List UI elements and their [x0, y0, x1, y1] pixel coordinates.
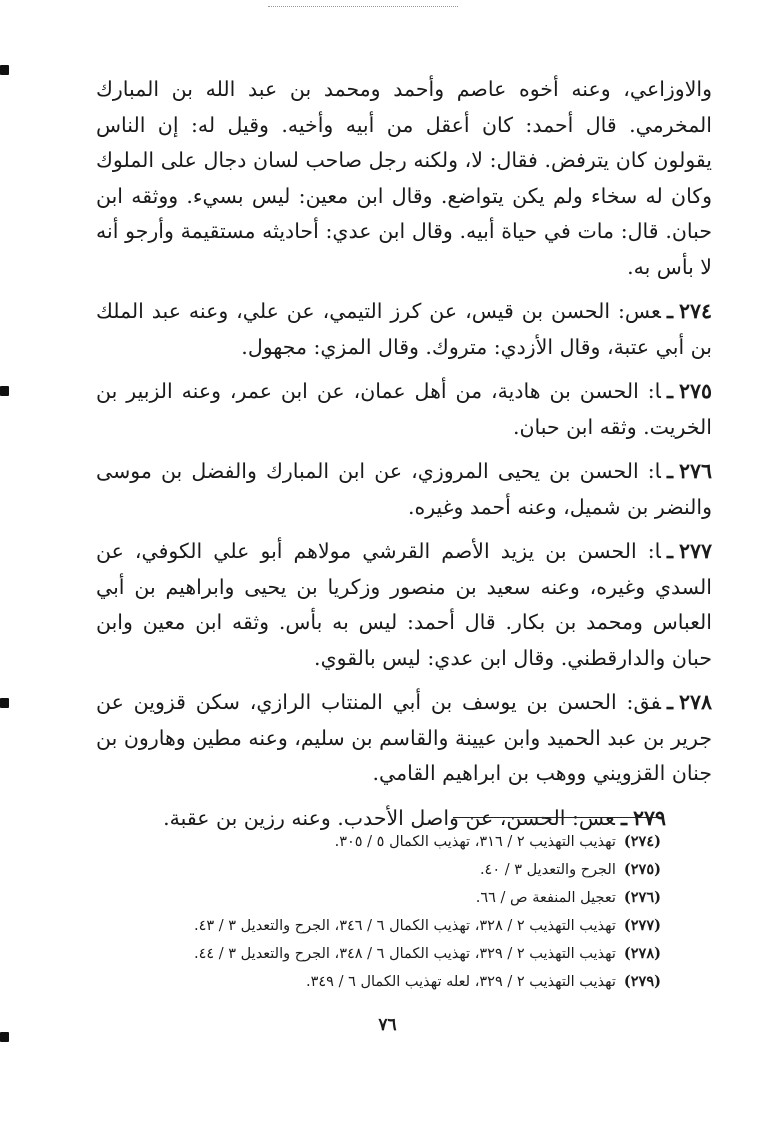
footnote-number: (٢٧٤)	[623, 833, 661, 850]
entry-dash: ـ	[666, 459, 673, 483]
entry-text: فق: الحسن بن يوسف بن أبي المنتاب الرازي، سكن قزوين عن جرير بن عبد الحميد وابن عيينة والقاسم بن سليم، وعنه مطين وهارون بن جنان القزويني ووهب بن ابراهيم القامي.	[96, 690, 712, 785]
entry-number: ٢٧٧	[678, 539, 712, 563]
margin-mark	[0, 65, 9, 75]
entry-275	[96, 374, 712, 445]
footnote-text: تهذيب التهذيب ٢ / ٣٢٩، لعله تهذيب الكمال ٦ / ٣٤٩.	[305, 974, 616, 990]
entry-text: عس: الحسن بن قيس، عن كرز التيمي، عن علي، وعنه عبد الملك بن أبي عتبة، وقال الأزدي: متروك. وقال المزي: مجهول.	[96, 299, 712, 359]
entry-dash: ـ	[666, 379, 673, 403]
footnote-number: (٢٧٦)	[623, 889, 661, 906]
entry-text: ا: الحسن بن هادية، من أهل عمان، عن ابن عمر، وعنه الزبير بن الخريت. وثقه ابن حبان.	[96, 379, 712, 439]
entry-number: ٢٧٤	[678, 299, 712, 323]
footnote	[96, 856, 661, 884]
footnote-number: (٢٧٧)	[623, 917, 661, 934]
footnote-number: (٢٧٨)	[623, 945, 661, 962]
page-body	[96, 72, 712, 845]
entry-dash: ـ	[666, 299, 673, 323]
entry-number: ٢٧٦	[678, 459, 712, 483]
entry-277	[96, 534, 712, 676]
opening-paragraph: والاوزاعي، وعنه أخوه عاصم وأحمد ومحمد بن عبد الله بن المبارك المخرمي. قال أحمد: كان أعقل من أبيه وأخيه. وقيل له: إن الناس يقولون كان يترفض. فقال: لا، ولكنه رجل صاحب لسان دجال على الملوك وكان له سخاء ولم يكن يتواضع. وقال ابن معين: ليس بسيء. ووثقه ابن حبان. قال: مات في حياة أبيه. وقال ابن عدي: أحاديثه مستقيمة وأرجو أنه لا بأس به.	[96, 77, 712, 279]
footnote-separator	[453, 817, 659, 818]
footnote	[96, 912, 661, 940]
footnote-text: تهذيب التهذيب ٢ / ٣٢٩، تهذيب الكمال ٦ / ٣٤٨، الجرح والتعديل ٣ / ٤٤.	[193, 946, 616, 962]
top-scan-rule	[268, 6, 458, 7]
entry-dash: ـ	[666, 539, 673, 563]
entry-text: عس: الحسن، عن واصل الأحدب. وعنه رزين بن عقبة.	[163, 805, 615, 830]
margin-mark	[0, 386, 9, 396]
entry-number: ٢٧٥	[678, 379, 712, 403]
footnote	[96, 968, 661, 996]
entry-text: ا: الحسن بن يزيد الأصم القرشي مولاهم أبو علي الكوفي، عن السدي وغيره، وعنه سعيد بن منصور وزكريا بن يحيى وابراهيم بن أبي العباس ومحمد بن بكار. قال أحمد: ليس به بأس. وثقه ابن معين وابن حبان والدارقطني. وقال ابن عدي: ليس بالقوي.	[96, 539, 712, 670]
footnote-text: تهذيب التهذيب ٢ / ٣١٦، تهذيب الكمال ٥ / ٣٠٥.	[334, 834, 616, 850]
entry-text: ا: الحسن بن يحيى المروزي، عن ابن المبارك والفضل بن موسى والنضر بن شميل، وعنه أحمد وغيره.	[96, 459, 712, 519]
footnote	[96, 884, 661, 912]
footnote	[96, 940, 661, 968]
footnote-text: الجرح والتعديل ٣ / ٤٠.	[479, 862, 616, 878]
page-number: ٧٦	[378, 1015, 397, 1035]
footnote	[96, 828, 661, 856]
footnote-number: (٢٧٩)	[623, 973, 661, 990]
entry-274	[96, 294, 712, 365]
entry-number: ٢٧٨	[678, 690, 712, 714]
entry-dash: ـ	[620, 805, 627, 830]
footnote-number: (٢٧٥)	[623, 861, 661, 878]
margin-mark	[0, 698, 9, 708]
entry-number: ٢٧٩	[632, 805, 666, 830]
footnote-text: تعجيل المنفعة ص / ٦٦.	[475, 890, 616, 906]
entry-278	[96, 685, 712, 792]
footnotes	[96, 828, 661, 996]
entry-dash: ـ	[666, 690, 673, 714]
footnote-text: تهذيب التهذيب ٢ / ٣٢٨، تهذيب الكمال ٦ / ٣٤٦، الجرح والتعديل ٣ / ٤٣.	[193, 918, 616, 934]
entry-276	[96, 454, 712, 525]
